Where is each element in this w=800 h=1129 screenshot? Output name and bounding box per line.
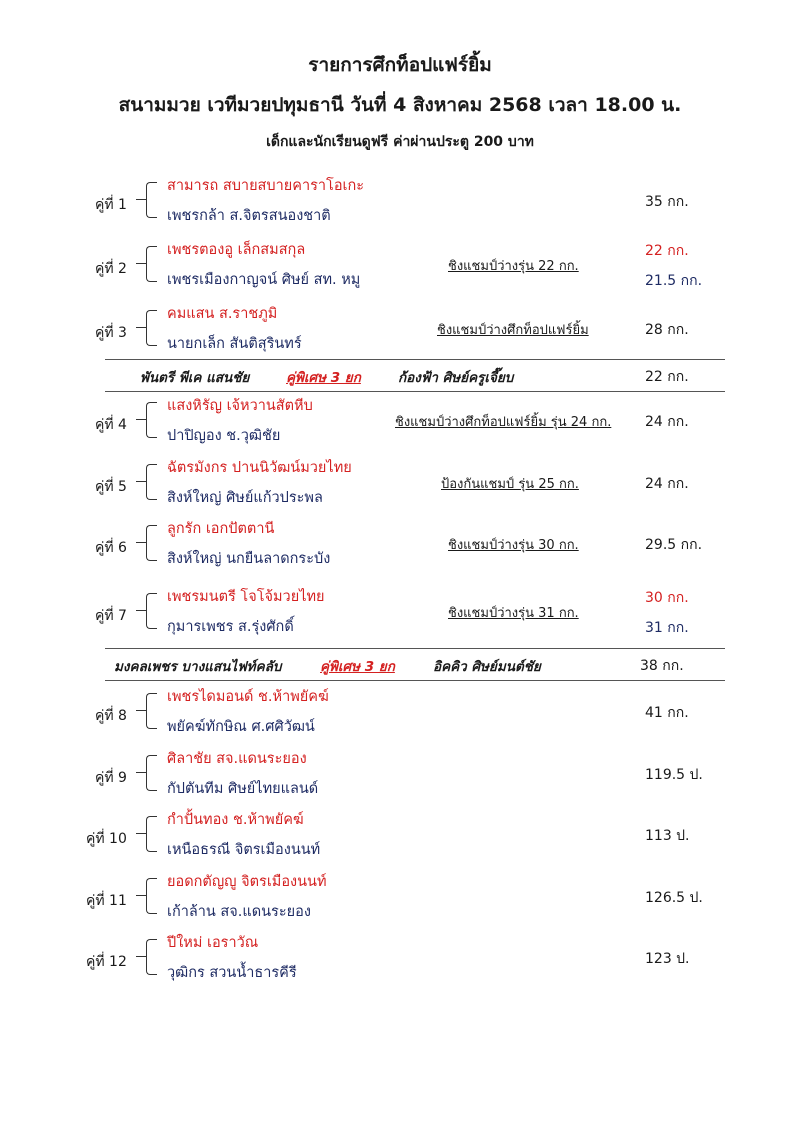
bout-9 bbox=[0, 745, 800, 805]
title-note: ชิงแชมป์ว่างรุ่น 22 กก. bbox=[448, 259, 579, 274]
bout-label: คู่ที่ 9 bbox=[95, 770, 127, 786]
divider bbox=[105, 648, 725, 649]
blue-corner-fighter: กัปตันทีม ศิษย์ไทยแลนด์ bbox=[167, 781, 319, 797]
weight: 126.5 ป. bbox=[645, 890, 703, 906]
special-bout-2 bbox=[0, 655, 800, 679]
bracket-tick bbox=[136, 710, 146, 711]
red-corner-fighter: เพชรตองอู เล็กสมสกุล bbox=[167, 242, 306, 258]
divider bbox=[105, 680, 725, 681]
red-weight: 30 กก. bbox=[645, 590, 689, 606]
bout-6 bbox=[0, 515, 800, 575]
bracket bbox=[146, 402, 157, 438]
blue-corner-fighter: กุมารเพชร ส.รุ่งศักดิ์ bbox=[167, 619, 294, 635]
bracket bbox=[146, 464, 157, 500]
bracket bbox=[146, 939, 157, 975]
bout-label: คู่ที่ 7 bbox=[95, 608, 127, 624]
weight: 24 กก. bbox=[645, 476, 689, 492]
bout-5 bbox=[0, 454, 800, 514]
special-bout-1 bbox=[0, 366, 800, 390]
bracket bbox=[146, 755, 157, 791]
red-weight: 22 กก. bbox=[645, 243, 689, 259]
bout-label: คู่ที่ 5 bbox=[95, 479, 127, 495]
red-corner-fighter: แสงหิรัญ เจ้หวานสัตหีบ bbox=[167, 398, 313, 414]
title-note: ชิงแชมป์ว่างศึกท็อปแฟร์ยิ้ม รุ่น 24 กก. bbox=[395, 415, 612, 430]
special-red-fighter: มงคลเพชร บางแสนไฟท์คลับ bbox=[114, 659, 282, 675]
weight: 119.5 ป. bbox=[645, 767, 703, 783]
admission-line: เด็กและนักเรียนดูฟรี ค่าผ่านประตู 200 บาท bbox=[266, 134, 534, 150]
bout-1 bbox=[0, 172, 800, 232]
red-corner-fighter: กำปั้นทอง ช.ห้าพยัคฆ์ bbox=[167, 812, 304, 828]
bout-label: คู่ที่ 11 bbox=[86, 893, 127, 909]
page-title: รายการศึกท็อปแฟร์ยิ้ม bbox=[308, 54, 492, 76]
title-note: ชิงแชมป์ว่างรุ่น 30 กก. bbox=[448, 538, 579, 553]
special-weight: 22 กก. bbox=[645, 369, 689, 385]
bout-2 bbox=[0, 236, 800, 296]
bout-label: คู่ที่ 12 bbox=[86, 954, 127, 970]
bracket-tick bbox=[136, 263, 146, 264]
bout-12 bbox=[0, 929, 800, 989]
bracket-tick bbox=[136, 895, 146, 896]
blue-weight: 31 กก. bbox=[645, 620, 689, 636]
blue-corner-fighter: เพชรกล้า ส.จิตรสนองชาติ bbox=[167, 208, 331, 224]
bracket bbox=[146, 878, 157, 914]
weight: 24 กก. bbox=[645, 414, 689, 430]
special-note: คู่พิเศษ 3 ยก bbox=[320, 659, 395, 675]
blue-corner-fighter: สิงห์ใหญ่ นกยืนลาดกระบัง bbox=[167, 551, 331, 567]
bracket-tick bbox=[136, 481, 146, 482]
red-corner-fighter: ฉัตรมังกร ปานนิวัฒน์มวยไทย bbox=[167, 460, 352, 476]
blue-corner-fighter: พยัคฆ์ทักษิณ ศ.ศศิวัฒน์ bbox=[167, 719, 315, 735]
blue-corner-fighter: วุฒิกร สวนน้ำธารคีรี bbox=[167, 965, 297, 981]
bracket-tick bbox=[136, 419, 146, 420]
bracket bbox=[146, 525, 157, 561]
bout-label: คู่ที่ 2 bbox=[95, 261, 127, 277]
weight: 29.5 กก. bbox=[645, 537, 703, 553]
special-note: คู่พิเศษ 3 ยก bbox=[286, 370, 361, 386]
bracket bbox=[146, 246, 157, 282]
divider bbox=[105, 359, 725, 360]
bracket bbox=[146, 310, 157, 346]
bout-7 bbox=[0, 583, 800, 643]
bracket-tick bbox=[136, 199, 146, 200]
blue-corner-fighter: เหนือธรณี จิตรเมืองนนท์ bbox=[167, 842, 321, 858]
blue-corner-fighter: เก้าล้าน สจ.แดนระยอง bbox=[167, 904, 311, 920]
bracket-tick bbox=[136, 542, 146, 543]
blue-corner-fighter: ปาปิญอง ช.วุฒิชัย bbox=[167, 428, 281, 444]
bout-4 bbox=[0, 392, 800, 452]
bout-3 bbox=[0, 300, 800, 360]
weight: 41 กก. bbox=[645, 705, 689, 721]
bracket-tick bbox=[136, 772, 146, 773]
bracket bbox=[146, 816, 157, 852]
red-corner-fighter: เพชรไดมอนด์ ช.ห้าพยัคฆ์ bbox=[167, 689, 329, 705]
venue-line: สนามมวย เวทีมวยปทุมธานี วันที่ 4 สิงหาคม 2568 เวลา 18.00 น. bbox=[118, 94, 682, 116]
red-corner-fighter: ยอดกตัญญู จิตรเมืองนนท์ bbox=[167, 874, 327, 890]
blue-weight: 21.5 กก. bbox=[645, 273, 703, 289]
bracket bbox=[146, 182, 157, 218]
bracket bbox=[146, 693, 157, 729]
blue-corner-fighter: นายกเล็ก สันติสุรินทร์ bbox=[167, 336, 302, 352]
bout-label: คู่ที่ 8 bbox=[95, 708, 127, 724]
red-corner-fighter: คมแสน ส.ราชภูมิ bbox=[167, 306, 278, 322]
weight: 28 กก. bbox=[645, 322, 689, 338]
special-red-fighter: พันตรี พีเค แสนชัย bbox=[140, 370, 250, 386]
bracket-tick bbox=[136, 327, 146, 328]
title-note: ชิงแชมป์ว่างศึกท็อปแฟร์ยิ้ม bbox=[437, 323, 589, 338]
weight: 35 กก. bbox=[645, 194, 689, 210]
bout-label: คู่ที่ 10 bbox=[86, 831, 127, 847]
bout-10 bbox=[0, 806, 800, 866]
weight: 113 ป. bbox=[645, 828, 690, 844]
blue-corner-fighter: เพชรเมืองกาญจน์ ศิษย์ สท. หมู bbox=[167, 272, 361, 288]
bracket bbox=[146, 593, 157, 629]
bracket-tick bbox=[136, 956, 146, 957]
bout-label: คู่ที่ 3 bbox=[95, 325, 127, 341]
red-corner-fighter: ศิลาชัย สจ.แดนระยอง bbox=[167, 751, 307, 767]
bracket-tick bbox=[136, 610, 146, 611]
bout-label: คู่ที่ 4 bbox=[95, 417, 127, 433]
title-note: ป้องกันแชมป์ รุ่น 25 กก. bbox=[441, 477, 579, 492]
bout-label: คู่ที่ 1 bbox=[95, 197, 127, 213]
bout-11 bbox=[0, 868, 800, 928]
red-corner-fighter: เพชรมนตรี โจโจ้มวยไทย bbox=[167, 589, 325, 605]
title-note: ชิงแชมป์ว่างรุ่น 31 กก. bbox=[448, 606, 579, 621]
red-corner-fighter: ลูกรัก เอกปัตตานี bbox=[167, 521, 275, 537]
special-weight: 38 กก. bbox=[640, 658, 684, 674]
red-corner-fighter: สามารถ สบายสบายคาราโอเกะ bbox=[167, 178, 365, 194]
bracket-tick bbox=[136, 833, 146, 834]
blue-corner-fighter: สิงห์ใหญ่ ศิษย์แก้วประพล bbox=[167, 490, 323, 506]
special-blue-fighter: อิคคิว ศิษย์มนต์ชัย bbox=[433, 659, 541, 675]
red-corner-fighter: ปีใหม่ เอราวัณ bbox=[167, 935, 259, 951]
weight: 123 ป. bbox=[645, 951, 690, 967]
special-blue-fighter: ก้องฟ้า ศิษย์ครูเจี๊ยบ bbox=[398, 370, 514, 386]
bout-label: คู่ที่ 6 bbox=[95, 540, 127, 556]
bout-8 bbox=[0, 683, 800, 743]
